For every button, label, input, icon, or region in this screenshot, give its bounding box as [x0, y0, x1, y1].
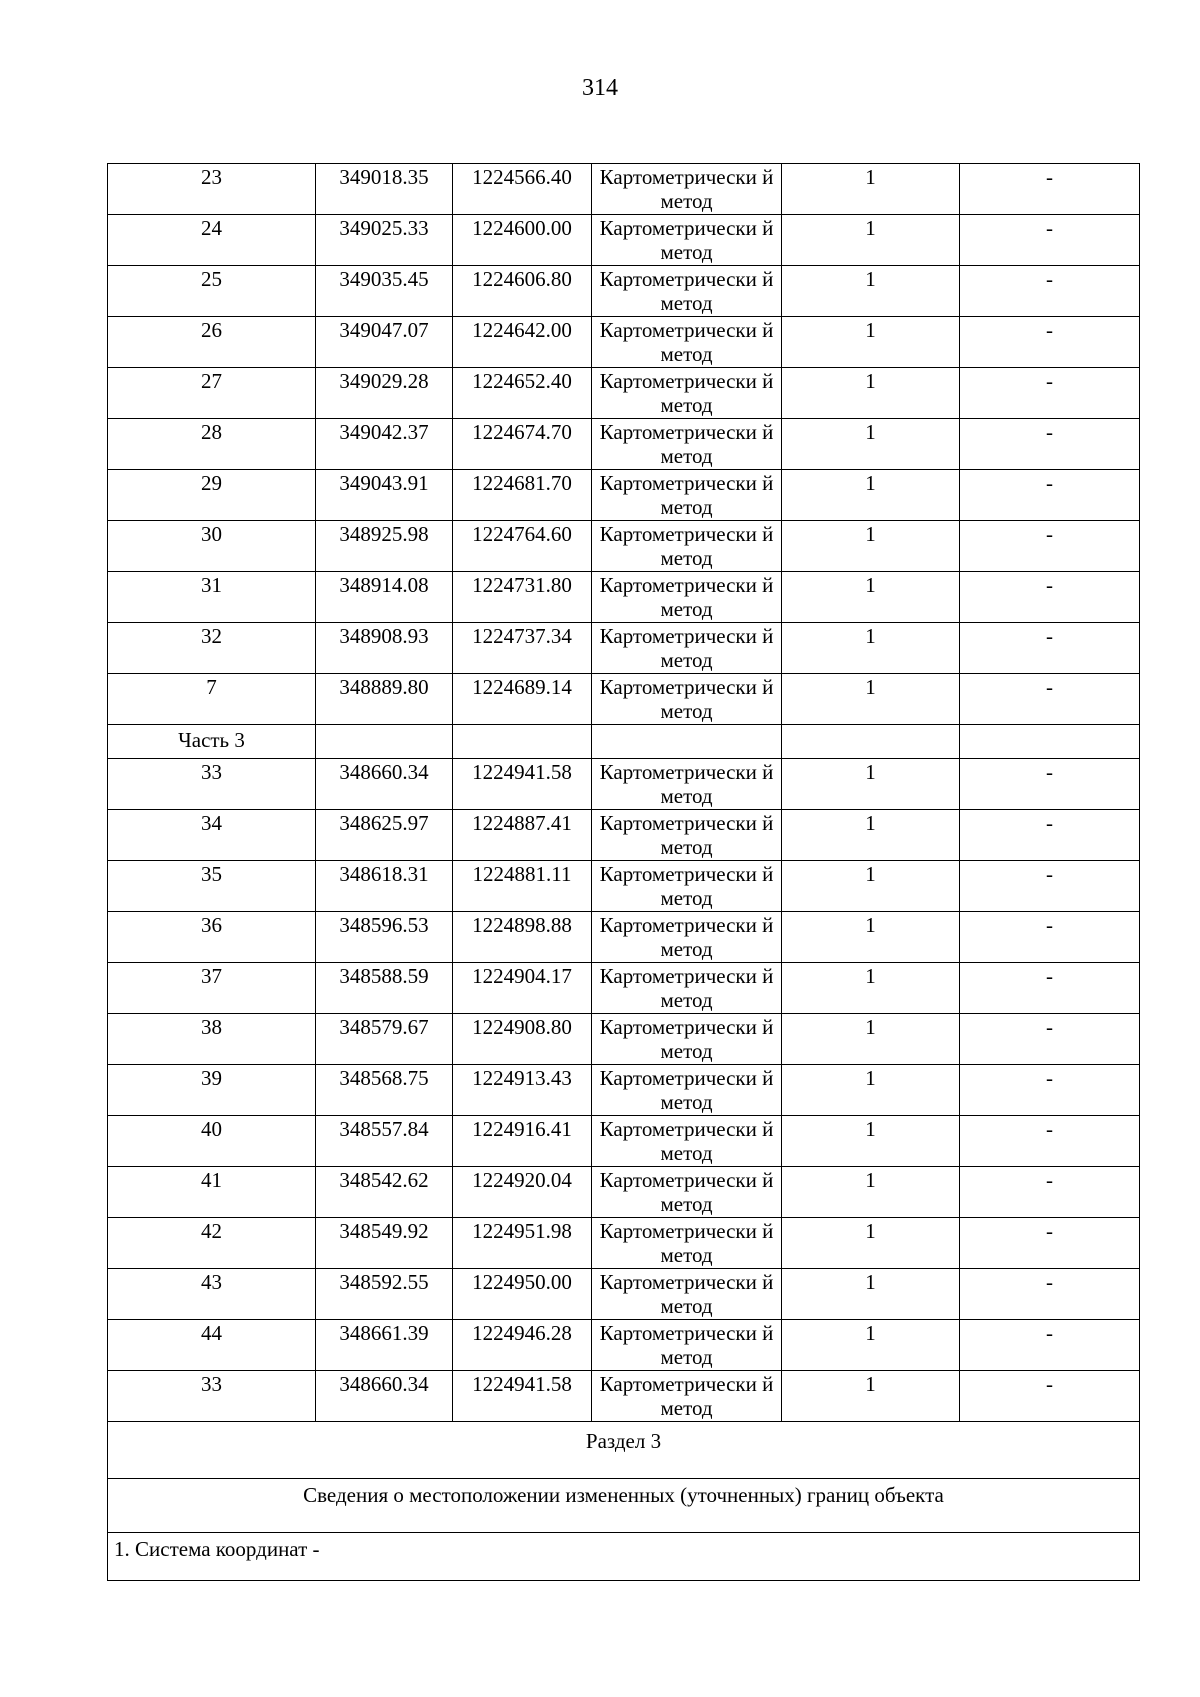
table-row [108, 470, 1140, 521]
section-title: Раздел 3 [108, 1422, 1140, 1479]
method: Картометрически й метод [592, 1320, 782, 1371]
description: - [960, 1116, 1140, 1167]
coord-x: 348908.93 [316, 623, 453, 674]
table-row [108, 1371, 1140, 1422]
description: - [960, 470, 1140, 521]
coord-x: 348568.75 [316, 1065, 453, 1116]
coord-x: 348889.80 [316, 674, 453, 725]
description: - [960, 419, 1140, 470]
method: Картометрически й метод [592, 861, 782, 912]
point-number: 35 [108, 861, 316, 912]
coordinate-system: 1. Система координат - [108, 1533, 1140, 1581]
table-row [108, 759, 1140, 810]
method: Картометрически й метод [592, 368, 782, 419]
coord-x: 349035.45 [316, 266, 453, 317]
table-row [108, 1320, 1140, 1371]
accuracy: 1 [782, 1167, 960, 1218]
point-number: 28 [108, 419, 316, 470]
description: - [960, 963, 1140, 1014]
accuracy: 1 [782, 623, 960, 674]
method: Картометрически й метод [592, 419, 782, 470]
description: - [960, 861, 1140, 912]
accuracy: 1 [782, 164, 960, 215]
accuracy: 1 [782, 470, 960, 521]
point-number: 27 [108, 368, 316, 419]
point-number: 40 [108, 1116, 316, 1167]
coord-y: 1224950.00 [453, 1269, 592, 1320]
point-number: 33 [108, 1371, 316, 1422]
description: - [960, 1218, 1140, 1269]
table-row [108, 164, 1140, 215]
point-number: 41 [108, 1167, 316, 1218]
method: Картометрически й метод [592, 759, 782, 810]
accuracy: 1 [782, 810, 960, 861]
section-subtitle-row [108, 1479, 1140, 1533]
accuracy: 1 [782, 1218, 960, 1269]
description: - [960, 810, 1140, 861]
coord-x: 349025.33 [316, 215, 453, 266]
method: Картометрически й метод [592, 912, 782, 963]
point-number: 32 [108, 623, 316, 674]
point-number: 42 [108, 1218, 316, 1269]
coord-x: 349018.35 [316, 164, 453, 215]
description: - [960, 1167, 1140, 1218]
coord-y: 1224908.80 [453, 1014, 592, 1065]
method: Картометрически й метод [592, 623, 782, 674]
point-number: 36 [108, 912, 316, 963]
section-title-row [108, 1422, 1140, 1479]
point-number: 34 [108, 810, 316, 861]
coord-x: 349043.91 [316, 470, 453, 521]
point-number: 37 [108, 963, 316, 1014]
table-row [108, 368, 1140, 419]
accuracy: 1 [782, 572, 960, 623]
coord-x: 348557.84 [316, 1116, 453, 1167]
coord-x: 348618.31 [316, 861, 453, 912]
coord-y: 1224652.40 [453, 368, 592, 419]
coord-y: 1224941.58 [453, 1371, 592, 1422]
description: - [960, 1014, 1140, 1065]
empty-cell [316, 725, 453, 759]
coord-y: 1224916.41 [453, 1116, 592, 1167]
method: Картометрически й метод [592, 521, 782, 572]
table-row [108, 521, 1140, 572]
point-number: 44 [108, 1320, 316, 1371]
coord-y: 1224898.88 [453, 912, 592, 963]
coord-y: 1224737.34 [453, 623, 592, 674]
point-number: 31 [108, 572, 316, 623]
coord-x: 348625.97 [316, 810, 453, 861]
table-row [108, 810, 1140, 861]
empty-cell [960, 725, 1140, 759]
page-number: 314 [582, 75, 618, 101]
accuracy: 1 [782, 317, 960, 368]
table-row [108, 266, 1140, 317]
coord-y: 1224764.60 [453, 521, 592, 572]
coord-y: 1224731.80 [453, 572, 592, 623]
table-row [108, 912, 1140, 963]
coord-x: 348660.34 [316, 759, 453, 810]
empty-cell [453, 725, 592, 759]
table-group-part-3 [108, 759, 1140, 1422]
table-row [108, 317, 1140, 368]
description: - [960, 164, 1140, 215]
accuracy: 1 [782, 1269, 960, 1320]
method: Картометрически й метод [592, 1116, 782, 1167]
part-row [108, 725, 1140, 759]
method: Картометрически й метод [592, 1065, 782, 1116]
method: Картометрически й метод [592, 963, 782, 1014]
accuracy: 1 [782, 368, 960, 419]
coord-x: 348588.59 [316, 963, 453, 1014]
coord-x: 349042.37 [316, 419, 453, 470]
accuracy: 1 [782, 1320, 960, 1371]
description: - [960, 1269, 1140, 1320]
accuracy: 1 [782, 266, 960, 317]
point-number: 29 [108, 470, 316, 521]
coord-y: 1224946.28 [453, 1320, 592, 1371]
description: - [960, 759, 1140, 810]
accuracy: 1 [782, 1065, 960, 1116]
coord-y: 1224600.00 [453, 215, 592, 266]
accuracy: 1 [782, 912, 960, 963]
coord-y: 1224566.40 [453, 164, 592, 215]
description: - [960, 1320, 1140, 1371]
table-row [108, 1269, 1140, 1320]
point-number: 30 [108, 521, 316, 572]
description: - [960, 317, 1140, 368]
empty-cell [782, 725, 960, 759]
table-row [108, 419, 1140, 470]
coord-y: 1224681.70 [453, 470, 592, 521]
description: - [960, 1065, 1140, 1116]
method: Картометрически й метод [592, 674, 782, 725]
coord-y: 1224904.17 [453, 963, 592, 1014]
description: - [960, 215, 1140, 266]
table-row [108, 572, 1140, 623]
description: - [960, 266, 1140, 317]
description: - [960, 912, 1140, 963]
coord-x: 349029.28 [316, 368, 453, 419]
description: - [960, 572, 1140, 623]
coord-y: 1224920.04 [453, 1167, 592, 1218]
coord-x: 349047.07 [316, 317, 453, 368]
point-number: 38 [108, 1014, 316, 1065]
part-label: Часть 3 [108, 725, 316, 759]
accuracy: 1 [782, 674, 960, 725]
coord-x: 348596.53 [316, 912, 453, 963]
point-number: 7 [108, 674, 316, 725]
accuracy: 1 [782, 215, 960, 266]
accuracy: 1 [782, 1014, 960, 1065]
point-number: 43 [108, 1269, 316, 1320]
coord-y: 1224642.00 [453, 317, 592, 368]
coord-x: 348549.92 [316, 1218, 453, 1269]
coord-x: 348914.08 [316, 572, 453, 623]
accuracy: 1 [782, 521, 960, 572]
coord-y: 1224951.98 [453, 1218, 592, 1269]
coordinates-table [107, 163, 1140, 1581]
description: - [960, 368, 1140, 419]
accuracy: 1 [782, 759, 960, 810]
coord-y: 1224674.70 [453, 419, 592, 470]
empty-cell [592, 725, 782, 759]
point-number: 23 [108, 164, 316, 215]
accuracy: 1 [782, 419, 960, 470]
method: Картометрически й метод [592, 470, 782, 521]
table-row [108, 963, 1140, 1014]
coord-y: 1224941.58 [453, 759, 592, 810]
point-number: 39 [108, 1065, 316, 1116]
method: Картометрически й метод [592, 1218, 782, 1269]
coord-x: 348579.67 [316, 1014, 453, 1065]
coord-x: 348925.98 [316, 521, 453, 572]
table-row [108, 1014, 1140, 1065]
method: Картометрически й метод [592, 810, 782, 861]
accuracy: 1 [782, 1116, 960, 1167]
point-number: 26 [108, 317, 316, 368]
description: - [960, 521, 1140, 572]
point-number: 33 [108, 759, 316, 810]
table-part-header [108, 725, 1140, 759]
description: - [960, 1371, 1140, 1422]
method: Картометрически й метод [592, 1014, 782, 1065]
method: Картометрически й метод [592, 1269, 782, 1320]
coord-y: 1224881.11 [453, 861, 592, 912]
method: Картометрически й метод [592, 215, 782, 266]
coord-y: 1224689.14 [453, 674, 592, 725]
accuracy: 1 [782, 963, 960, 1014]
table-section-footer [108, 1422, 1140, 1581]
coord-y: 1224606.80 [453, 266, 592, 317]
coordinate-system-row [108, 1533, 1140, 1581]
description: - [960, 623, 1140, 674]
table-row [108, 1116, 1140, 1167]
coord-y: 1224913.43 [453, 1065, 592, 1116]
section-subtitle: Сведения о местоположении измененных (уточненных) границ объекта [108, 1479, 1140, 1533]
table-row [108, 1065, 1140, 1116]
table-row [108, 215, 1140, 266]
method: Картометрически й метод [592, 572, 782, 623]
table-row [108, 861, 1140, 912]
accuracy: 1 [782, 1371, 960, 1422]
point-number: 24 [108, 215, 316, 266]
method: Картометрически й метод [592, 317, 782, 368]
method: Картометрически й метод [592, 266, 782, 317]
coord-x: 348660.34 [316, 1371, 453, 1422]
method: Картометрически й метод [592, 1371, 782, 1422]
coord-y: 1224887.41 [453, 810, 592, 861]
method: Картометрически й метод [592, 1167, 782, 1218]
method: Картометрически й метод [592, 164, 782, 215]
coord-x: 348592.55 [316, 1269, 453, 1320]
table-row [108, 674, 1140, 725]
accuracy: 1 [782, 861, 960, 912]
table-row [108, 623, 1140, 674]
point-number: 25 [108, 266, 316, 317]
coord-x: 348661.39 [316, 1320, 453, 1371]
table-group-part-2-continued [108, 164, 1140, 725]
table-row [108, 1218, 1140, 1269]
description: - [960, 674, 1140, 725]
table-row [108, 1167, 1140, 1218]
coord-x: 348542.62 [316, 1167, 453, 1218]
